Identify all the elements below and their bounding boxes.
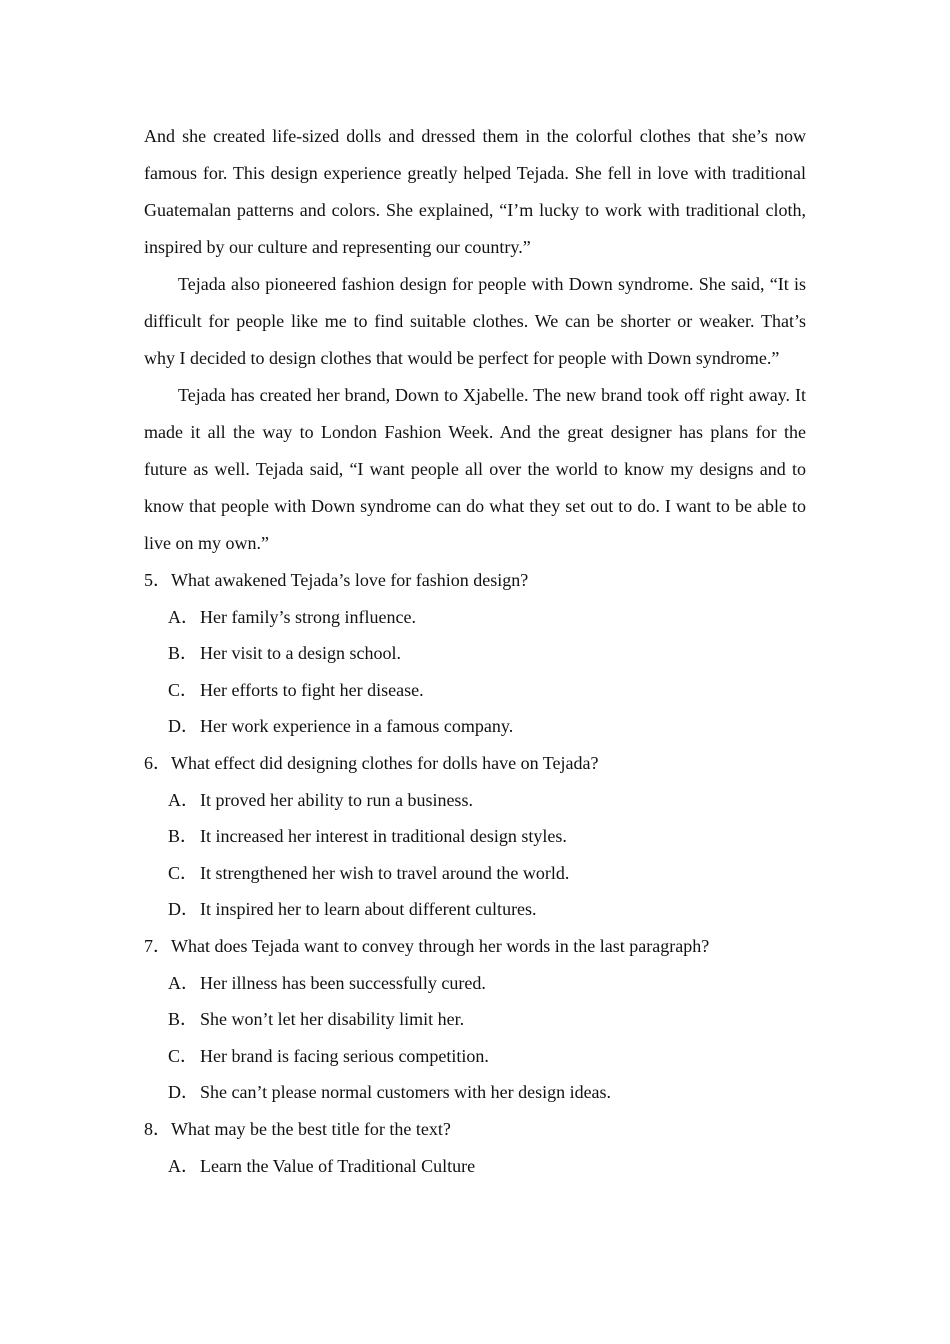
option-c — [168, 672, 806, 709]
option-label: D． — [168, 716, 199, 737]
question-text: What may be the best title for the text? — [171, 1118, 451, 1139]
option-label: A． — [168, 789, 199, 810]
option-text: It inspired her to learn about different cultures. — [200, 899, 537, 920]
option-label: C． — [168, 862, 199, 883]
option-text: She can’t please normal customers with her design ideas. — [200, 1082, 612, 1103]
question-stem — [144, 562, 806, 599]
option-text: Her brand is facing serious competition. — [200, 1045, 489, 1066]
question-text: What awakened Tejada’s love for fashion design? — [171, 570, 529, 590]
question-text: What effect did designing clothes for dolls have on Tejada? — [171, 752, 599, 773]
option-label: A． — [168, 606, 199, 627]
option-d — [168, 891, 806, 928]
option-text: Her efforts to fight her disease. — [200, 679, 424, 700]
question-5 — [144, 562, 806, 745]
option-text: Her illness has been successfully cured. — [200, 972, 486, 993]
option-text: She won’t let her disability limit her. — [200, 1009, 465, 1030]
passage-paragraph-2: Tejada also pioneered fashion design for people with Down syndrome. She said, “It is difficult for people like me to find suitable clothes. We can be shorter or weaker. That’s why I decided to design clothes that would be perfect for people with Down syndrome.” — [144, 274, 806, 368]
option-a — [168, 1148, 806, 1185]
option-a — [168, 599, 806, 636]
option-label: D． — [168, 1082, 199, 1103]
question-number: 5． — [144, 570, 171, 590]
question-text: What does Tejada want to convey through her words in the last paragraph? — [171, 935, 710, 956]
option-text: It proved her ability to run a business. — [200, 789, 473, 810]
option-c — [168, 1038, 806, 1075]
option-label: D． — [168, 899, 199, 920]
option-label: B． — [168, 826, 199, 847]
question-number: 6． — [144, 752, 171, 773]
question-stem — [144, 1111, 806, 1148]
question-stem — [144, 928, 806, 965]
option-text: Her family’s strong influence. — [200, 606, 416, 627]
question-6 — [144, 745, 806, 928]
option-label: C． — [168, 679, 199, 700]
option-a — [168, 782, 806, 819]
option-label: B． — [168, 1009, 199, 1030]
document-page — [144, 118, 806, 1184]
option-label: A． — [168, 1155, 199, 1176]
passage-paragraph-3: Tejada has created her brand, Down to Xjabelle. The new brand took off right away. It made it all the way to London Fashion Week. And the great designer has plans for the future as well. Tejada said, “I want people all over the world to know my designs and to know that people with Down syndrome can do what they set out to do. I want to be able to live on my own.” — [144, 385, 806, 553]
question-8 — [144, 1111, 806, 1184]
option-c — [168, 855, 806, 892]
option-b — [168, 635, 806, 672]
option-text: Her visit to a design school. — [200, 643, 401, 664]
question-number: 8． — [144, 1118, 171, 1139]
option-text: It increased her interest in traditional design styles. — [200, 826, 567, 847]
option-label: B． — [168, 643, 199, 664]
option-d — [168, 708, 806, 745]
option-label: C． — [168, 1045, 199, 1066]
option-text: Learn the Value of Traditional Culture — [200, 1155, 476, 1176]
question-7 — [144, 928, 806, 1111]
option-label: A． — [168, 972, 199, 993]
option-text: It strengthened her wish to travel around the world. — [200, 862, 570, 883]
option-a — [168, 965, 806, 1002]
passage-paragraph-1: And she created life-sized dolls and dressed them in the colorful clothes that she’s now famous for. This design experience greatly helped Tejada. She fell in love with traditional Guatemalan patterns and colors. She explained, “I’m lucky to work with traditional cloth, inspired by our culture and representing our country.” — [144, 126, 806, 257]
question-stem — [144, 745, 806, 782]
option-b — [168, 1001, 806, 1038]
option-text: Her work experience in a famous company. — [200, 716, 514, 737]
option-d — [168, 1074, 806, 1111]
option-b — [168, 818, 806, 855]
question-number: 7． — [144, 935, 171, 956]
